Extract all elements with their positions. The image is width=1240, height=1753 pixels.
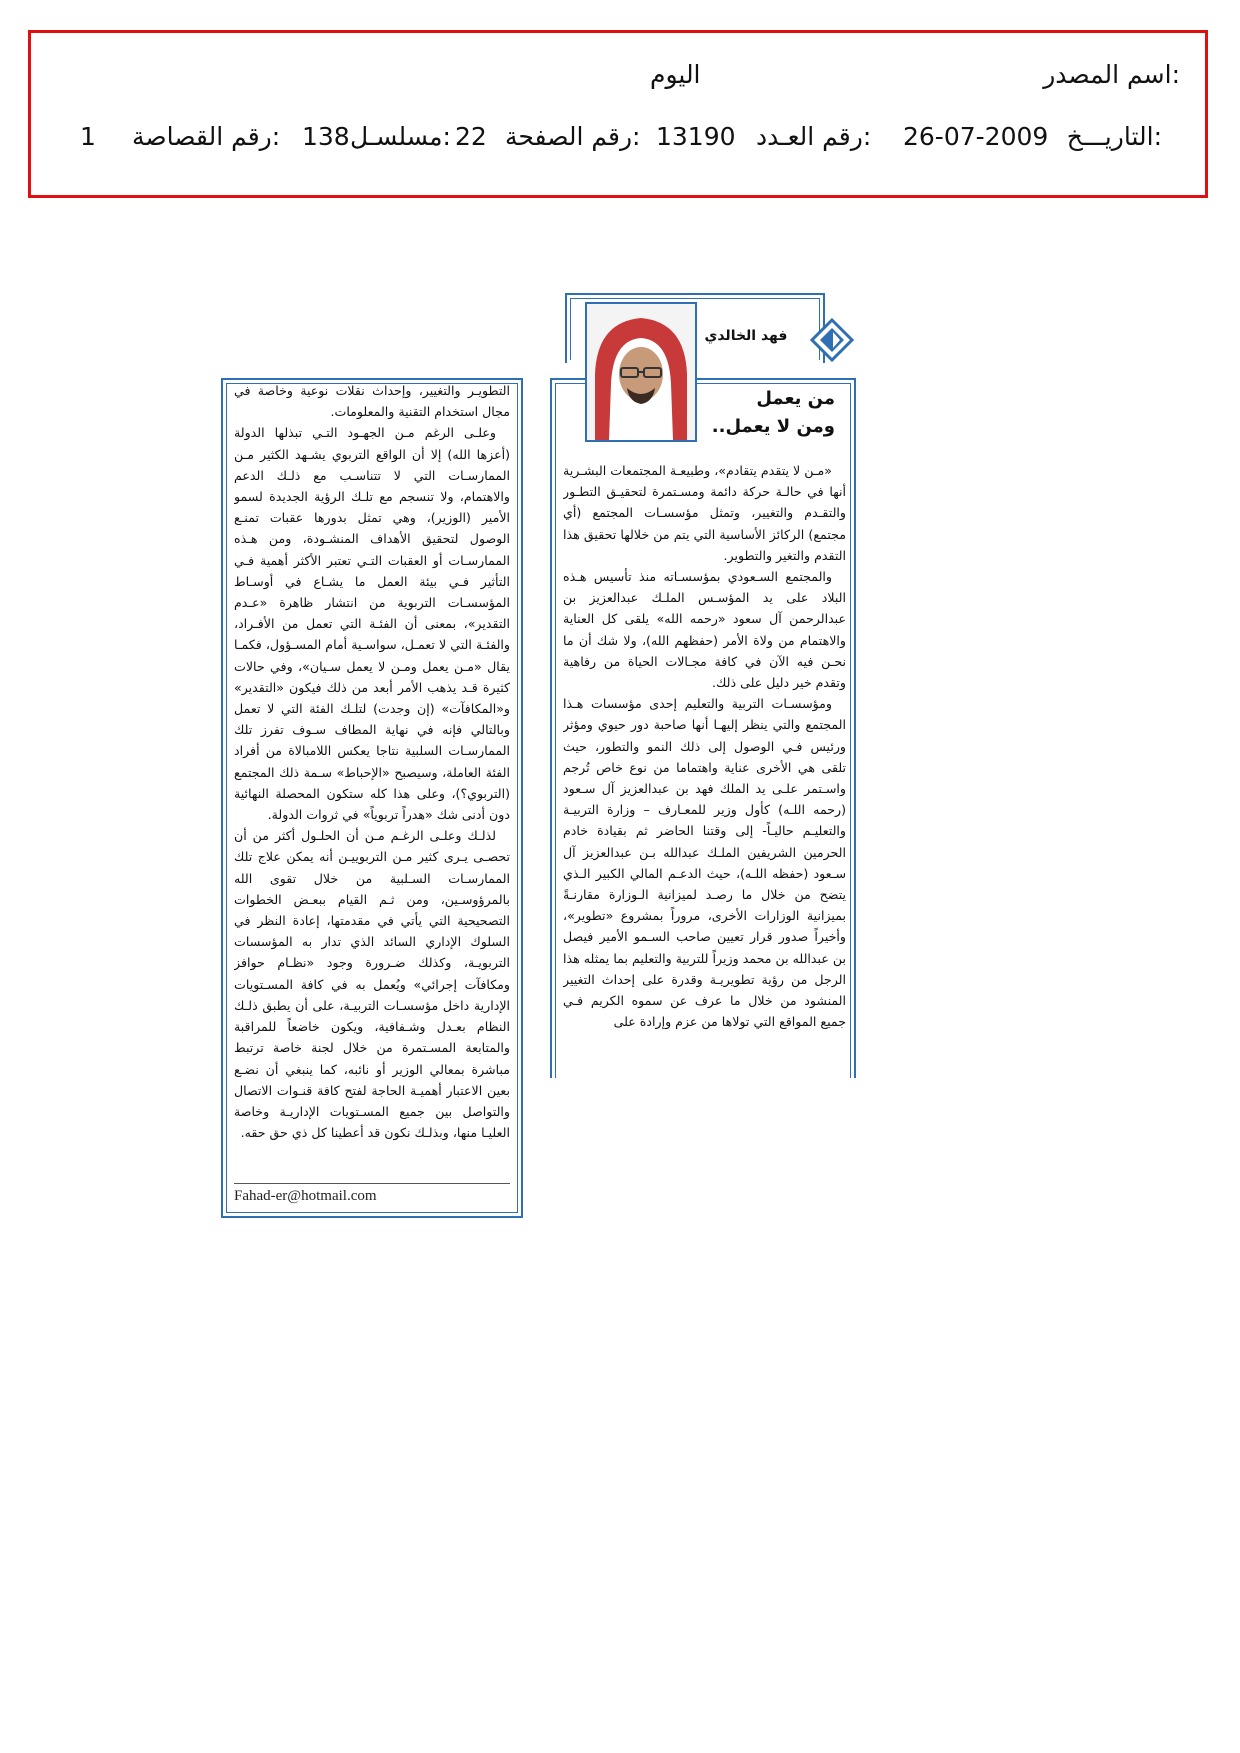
date-value: 26-07-2009 — [903, 122, 1049, 151]
clip-label: رقم القصاصة: — [132, 122, 281, 151]
left-paragraph: لذلـك وعلـى الرغـم مـن أن الحلـول أكثر من أن تحصـى يـرى كثير مـن التربوييـن أنه يمكن علاج تلك الممارسـات السـلبية من خلال تقوى الله بالمرؤوسـين، ومن ثـم القيام ببعـض الخطوات التصحيحية التي يأتي في مقدمتها، إعادة النظر في السلوك الإداري السائد الذي تدار به المؤسسات التربويـة، وكذلك ضـرورة وجود «نظـام حوافز ومكافآت إجرائي» ويُعمل به في كافة المسـتويات الإدارية داخل مؤسسـات التربيـة، على أن يطبق ذلـك النظام بعـدل وشـفافية، ويكون خاضعاً للمراقبة والمتابعة المسـتمرة من خلال لجنة خاصة ترتبط مباشرة بمعالي الوزير أو نائبه، كما ينبغي أن نضـع بعين الاعتبار أهميـة الحاجة لفتح كافة قنـوات الاتصال والتواصل بين جميع المسـتويات الإداريـة وخاصة العليـا منها، وبذلـك نكون قد أعطينا كل ذي حق حقه. — [234, 828, 510, 1141]
left-paragraph: وعلـى الرغم مـن الجهـود التـي تبذلها الدولة (أعزها الله) إلا أن الواقع التربوي يشـهد الكثير مـن الممارسـات التي لا تتناسـب مع ذلـك الدعم والاهتمام، ولا تنسجم مع تلـك الرؤية الجديدة لسمو الأمير (الوزير)، وهي تمثل بدورها عقبات تمنـع الوصول لتحقيق الأهداف المنشـودة، ومن هـذه الممارسـات أو العقبات التـي تعتبر الأكثر أهمية فـي التأثير فـي بيئة العمل ما يشـاع في أوسـاط المؤسسـات التربوية من انتشار ظاهرة «عـدم التقدير»، بمعنى أن الفئـة التي تعمل من الأفـراد، والفئـة التي لا تعمـل، سواسـية أمام المسـؤول، فكمـا يقال «مـن يعمل ومـن لا يعمل سـيان»، وفي حالات كثيرة قـد يذهب الأمر أبعد من ذلك فيكون «التقدير» و«المكافآت» (إن وجدت) لتلـك الفئة التي لا تعمل وبالتالي فإنه في نهاية المطاف سـوف تفرز تلك الممارسـات السلبية نتاجا يعكس اللامبالاة من أفراد الفئة العاملة، وسيصبح «الإحباط» سـمة ذلك المجتمع (التربوي؟)، وعلى هذا كله ستكون المحصلة النهائية دون أدنى شك «هدراً تربوياً» في ثروات الدولة. — [234, 425, 510, 823]
right-paragraph: ومؤسسـات التربية والتعليم إحدى مؤسسات هـذا المجتمع والتي ينظر إليهـا أنها صاحبة دور حيوي ومؤثر ورئيس فـي الوصول إلى ذلك النمو والتطور، حيث تلقى هي الأخرى عناية واهتماما من نوع خاص تُرجم واسـتمر علـى يد الملك فهد بن عبدالعزيز آل سـعود (رحمه اللـه) كأول وزير للمعـارف – وزارة التربيـة والتعليـم حاليـاً- إلى وقتنا الحاضر ثم بقيادة خادم الحرمين الشريفين الملـك عبدالله بـن عبدالعزيز آل سـعود (حفظه اللـه)، حيث الدعـم المالي الكبير الـذي يتضح من خلال ما رصـد لميزانية الـوزارة مقارنـةً بميزانية الوزارات الأخرى، مروراً بمشروع «تطوير»، وأخيراً صدور قرار تعيين صاحب السـمو الأمير فيصل بن عبدالله بن محمد وزيراً للتربية والتعليم بما يمثله هذا الرجل من رؤية تطويريـة وقدرة على إحداث التغيير المنشود من خلال ما عرف عن سموه الكريم فـي جميع المواقع التي تولاها من عزم وإرادة على — [563, 696, 846, 1030]
serial-value: 138 — [302, 122, 350, 151]
date-label: التاريـــخ: — [1066, 122, 1162, 151]
author-name: فهد الخالدي — [704, 328, 788, 344]
page-label: رقم الصفحة: — [505, 122, 641, 151]
author-photo — [585, 302, 697, 442]
source-value: اليوم — [650, 60, 701, 89]
right-paragraph: «مـن لا يتقدم يتقادم»، وطبيعـة المجتمعات البشـرية أنها في حالـة حركة دائمة ومسـتمرة لتحقيـق التطـور والتقـدم والتغيير، وتمثل مؤسسـات المجتمع (أي مجتمع) الركائز الأساسية التي يتم من خلالها تحقيق هذا التقدم والتغير والتطوير. — [563, 463, 846, 563]
issue-value: 13190 — [656, 122, 736, 151]
author-email: Fahad-er@hotmail.com — [234, 1188, 377, 1204]
diamond-icon — [810, 318, 854, 362]
email-divider — [234, 1183, 510, 1184]
issue-label: رقم العـدد: — [756, 122, 872, 151]
clip-value: 1 — [80, 122, 96, 151]
article-title — [710, 385, 835, 441]
article-title-line2: ومن لا يعمل.. — [711, 416, 835, 437]
clipping-header — [28, 30, 1208, 198]
right-paragraph: والمجتمع السـعودي بمؤسسـاته منذ تأسيس هـذه البلاد على يد المؤسـس الملـك عبدالعزيز بن عبدالرحمن آل سعود «رحمه الله» يلقى كل العناية والاهتمام من ولاة الأمر (حفظهم الله)، ولا شك أن ما نحـن فيه الآن في كافة مجـالات الحياة من رفاهية وتقدم خير دليل على ذلك. — [563, 569, 846, 691]
serial-label: مسلسـل: — [350, 122, 451, 151]
left-paragraph: التطويـر والتغيير، وإحداث نقلات نوعية وخاصة في مجال استخدام التقنية والمعلومات. — [234, 383, 510, 420]
article-title-line1: من يعمل — [756, 388, 835, 409]
left-column-text — [234, 380, 510, 1180]
source-label: اسم المصدر: — [1043, 60, 1180, 89]
page-value: 22 — [455, 122, 487, 151]
right-column-text — [563, 460, 846, 1072]
